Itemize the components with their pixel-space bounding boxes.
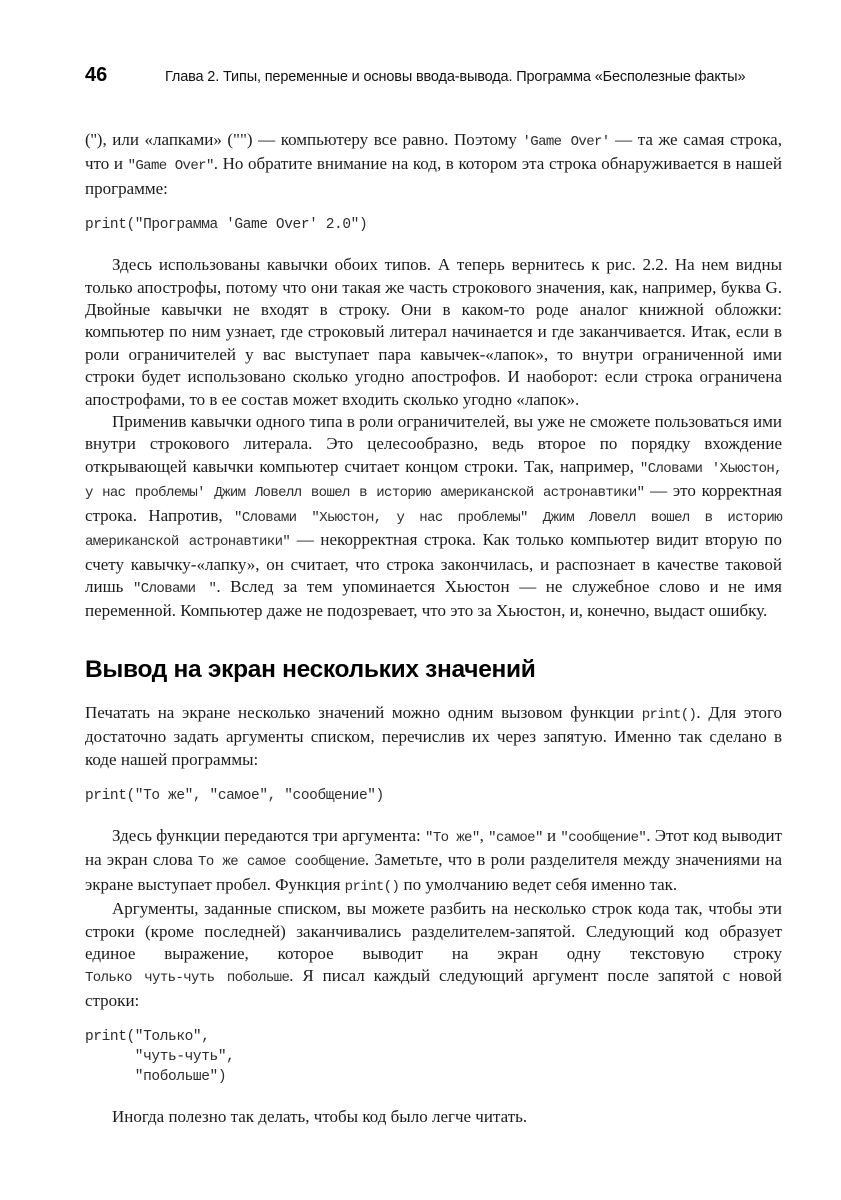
inline-code: "сообщение" bbox=[560, 829, 647, 846]
text-run: по умолчанию ведет себя именно так. bbox=[399, 874, 678, 894]
running-chapter-title: Глава 2. Типы, переменные и основы ввода-вывода. Программа «Бесполезные факты» bbox=[165, 69, 746, 85]
inline-code: "Словами "Хьюстон, у нас проблемы" Джим Ловелл вошел в историю американской астронавтики" bbox=[85, 509, 782, 551]
text-run: . Я писал каждый следующий аргумент после запятой с новой строки: bbox=[85, 966, 782, 1010]
text-run: Здесь использованы кавычки обоих типов. А теперь вернитесь к рис. 2.2. На нем видны только апострофы, потому что они такая же часть строкового значения, как, например, буква G. Двойные кавычки не входят в строку. Они в каком-то роде аналог книжной обложки: компьютер по ним узнает, где строковый литерал начинается и где заканчивается. Итак, если в роли ограничителей у вас выступает пара кавычек-«лапок», то внутри ограниченной ими строки будет использовано сколько угодно апострофов. И наоборот: если строка ограничена апострофами, то в ее состав может входить сколько угодно «лапок». bbox=[85, 255, 782, 409]
text-run: . Заметьте, что в роли разделителя между значениями на экране выступает пробел. Функция bbox=[85, 850, 782, 894]
text-run: — это корректная строка. Напротив, bbox=[85, 481, 782, 525]
paragraph-both-quote-types bbox=[85, 254, 782, 411]
text-run: — та же самая строка, что и bbox=[85, 130, 782, 174]
text-run: Применив кавычки одного типа в роли ограничителей, вы уже не сможете пользоваться ими внутри строкового литерала. Это целесообразно, ведь второе по порядку вхождение открывающей кавычки компьютер считает концом строки. Так, например, bbox=[85, 412, 782, 476]
text-run: — некорректная строка. Как только компьютер видит вторую по счету кавычку-«лапку», он считает, что строка закончилась, и распознает в качестве таковой лишь bbox=[85, 530, 782, 596]
inline-code: print() bbox=[344, 878, 400, 895]
page-header bbox=[85, 64, 782, 87]
paragraph-print-multiple bbox=[85, 702, 782, 771]
paragraph-three-arguments bbox=[85, 825, 782, 898]
inline-code: print() bbox=[641, 706, 697, 723]
text-run: . Но обратите внимание на код, в котором эта строка обнаруживается в нашей программе: bbox=[85, 154, 782, 198]
code-line: "побольше") bbox=[85, 1069, 227, 1086]
text-run: . Для этого достаточно задать аргументы списком, перечислив их через запятую. Именно так сделано в коде нашей программы: bbox=[85, 702, 782, 769]
text-run: Иногда полезно так делать, чтобы код было легче читать. bbox=[112, 1107, 528, 1127]
page-number: 46 bbox=[85, 64, 108, 86]
code-line: print("То же", "самое", "сообщение") bbox=[85, 787, 384, 804]
text-run: (''), или «лапками» ("") — компьютеру все равно. Поэтому bbox=[85, 130, 523, 149]
code-block-game-over bbox=[85, 215, 782, 235]
section-heading: Вывод на экран нескольких значений bbox=[85, 655, 536, 683]
text-run: Аргументы, заданные списком, вы можете разбить на несколько строк кода так, чтобы эти строки (кроме последней) заканчивались разделителем-запятой. Следующий код образует единое выражение, которое выводит на экран одну текстовую строку bbox=[85, 899, 782, 963]
code-line: print("Программа 'Game Over' 2.0") bbox=[85, 217, 368, 234]
text-run: . Этот код выводит на экран слова bbox=[85, 825, 782, 870]
paragraph-quotes-intro bbox=[85, 129, 782, 200]
code-line: print("Только", bbox=[85, 1029, 210, 1046]
text-run: и bbox=[542, 825, 561, 845]
inline-code: "Словами " bbox=[133, 580, 217, 597]
inline-code: "То же" bbox=[425, 829, 480, 846]
inline-code: То же самое сообщение bbox=[198, 854, 365, 871]
paragraph-readability-note bbox=[85, 1106, 782, 1128]
paragraph-multiline-arguments bbox=[85, 898, 782, 1012]
inline-code: "Game Over" bbox=[127, 158, 214, 175]
text-run: Здесь функции передаются три аргумента: bbox=[112, 825, 426, 845]
text-run: Печатать на экране несколько значений можно одним вызовом функции bbox=[85, 702, 642, 722]
text-run: , bbox=[479, 825, 489, 845]
paragraph-delimiter-rules bbox=[85, 411, 782, 623]
inline-code: Только чуть-чуть побольше bbox=[85, 970, 290, 987]
inline-code: "самое" bbox=[488, 829, 543, 846]
code-block-multiline-print bbox=[85, 1027, 782, 1087]
code-line: "чуть-чуть", bbox=[85, 1049, 235, 1066]
text-run: . Вслед за тем упоминается Хьюстон — не служебное слово и не имя переменной. Компьютер даже не подозревает, что это за Хьюстон, и, конечно, выдаст ошибку. bbox=[85, 576, 782, 621]
inline-code: "Словами 'Хьюстон, у нас проблемы' Джим Ловелл вошел в историю американской астронавтики" bbox=[85, 460, 782, 502]
code-block-same-message bbox=[85, 786, 782, 806]
inline-code: 'Game Over' bbox=[522, 134, 610, 150]
